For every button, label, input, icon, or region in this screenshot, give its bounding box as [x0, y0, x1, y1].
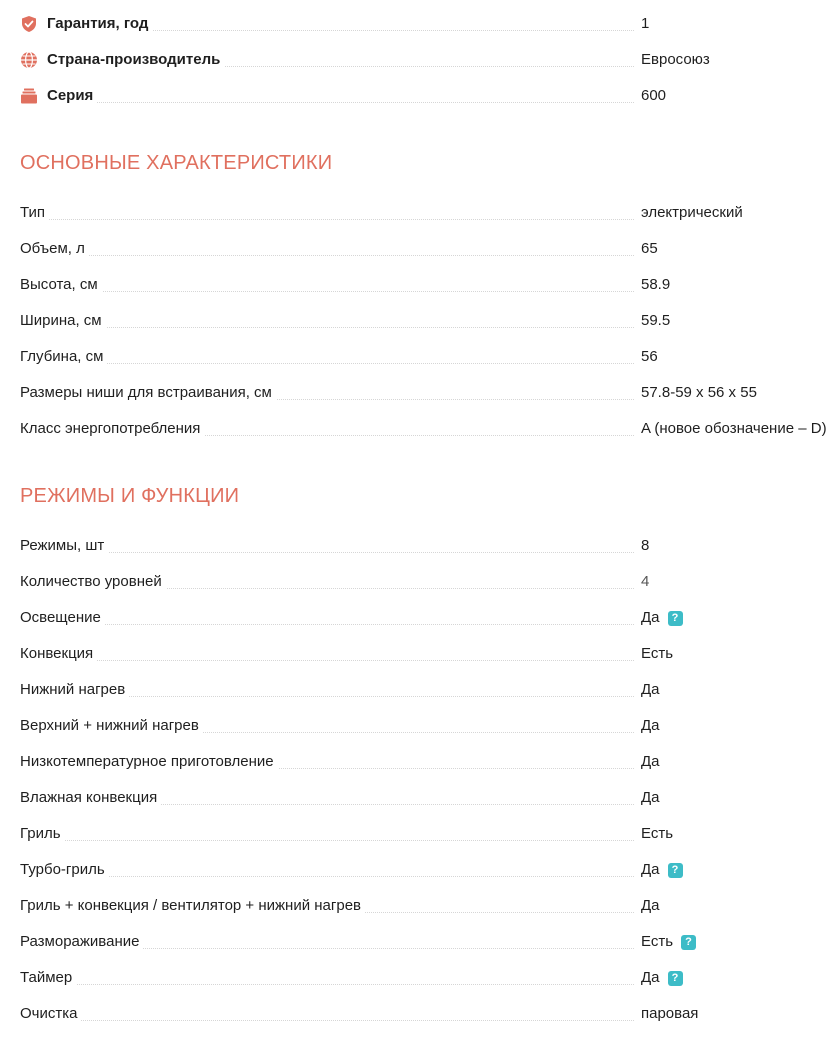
dotted-leader	[20, 327, 634, 328]
spec-row	[20, 751, 839, 773]
dotted-leader	[20, 876, 634, 877]
spec-row	[20, 931, 839, 953]
help-question-icon[interactable]: ?	[681, 935, 696, 950]
dotted-leader	[20, 219, 634, 220]
help-question-icon[interactable]: ?	[668, 971, 683, 986]
spec-row	[20, 571, 839, 593]
spec-label: Таймер	[20, 967, 76, 989]
spec-row-country	[20, 49, 839, 71]
spec-row	[20, 715, 839, 737]
spec-row-warranty	[20, 13, 839, 35]
dotted-leader	[20, 552, 634, 553]
spec-row	[20, 895, 839, 917]
spec-label: Нижний нагрев	[20, 679, 129, 701]
spec-value: Есть	[641, 645, 674, 662]
spec-row	[20, 859, 839, 881]
spec-value: Да ?	[641, 607, 683, 629]
spec-label: Низкотемпературное приготовление	[20, 751, 278, 773]
spec-value: 56	[641, 348, 658, 365]
spec-label: Турбо-гриль	[20, 859, 109, 881]
spec-row	[20, 382, 839, 404]
spec-value: 8	[641, 537, 650, 554]
dotted-leader	[20, 660, 634, 661]
spec-row	[20, 643, 839, 665]
dotted-leader	[20, 984, 634, 985]
spec-label: Очистка	[20, 1003, 81, 1025]
spec-value: 58.9	[641, 276, 671, 293]
spec-row	[20, 346, 839, 368]
spec-label: Страна-производитель	[20, 49, 224, 71]
shield-check-icon	[20, 15, 38, 33]
spec-label: Ширина, см	[20, 310, 106, 332]
spec-label: Тип	[20, 202, 49, 224]
spec-row	[20, 607, 839, 629]
dotted-leader	[20, 255, 634, 256]
spec-value: электрический	[641, 204, 743, 221]
section-title-modes: РЕЖИМЫ И ФУНКЦИИ	[20, 485, 240, 507]
spec-label: Гарантия, год	[20, 13, 152, 35]
spec-label: Размораживание	[20, 931, 143, 953]
dotted-leader	[20, 624, 634, 625]
spec-row	[20, 274, 839, 296]
spec-label: Гриль	[20, 823, 65, 845]
dotted-leader	[20, 291, 634, 292]
spec-value: Да ?	[641, 859, 683, 881]
section-title-main-specs: ОСНОВНЫЕ ХАРАКТЕРИСТИКИ	[20, 152, 333, 174]
spec-value: 59.5	[641, 312, 671, 329]
spec-value: Да	[641, 897, 660, 914]
spec-label: Освещение	[20, 607, 105, 629]
spec-value: 4	[641, 573, 650, 590]
spec-label: Глубина, см	[20, 346, 107, 368]
spec-row	[20, 202, 839, 224]
spec-label: Высота, см	[20, 274, 102, 296]
spec-value: 65	[641, 240, 658, 257]
spec-value: 1	[641, 15, 650, 32]
spec-value: Да	[641, 753, 660, 770]
spec-row	[20, 967, 839, 989]
spec-row	[20, 238, 839, 260]
dotted-leader	[20, 102, 634, 103]
spec-row	[20, 310, 839, 332]
spec-value: Да	[641, 789, 660, 806]
globe-icon	[20, 51, 38, 69]
spec-row	[20, 535, 839, 557]
spec-value: паровая	[641, 1005, 699, 1022]
spec-label: Режимы, шт	[20, 535, 108, 557]
spec-row	[20, 823, 839, 845]
spec-value: Да	[641, 681, 660, 698]
dotted-leader	[20, 363, 634, 364]
spec-value: Да	[641, 717, 660, 734]
spec-value: Есть ?	[641, 931, 696, 953]
help-question-icon[interactable]: ?	[668, 863, 683, 878]
spec-label: Класс энергопотребления	[20, 418, 204, 440]
spec-row-series	[20, 85, 839, 107]
spec-value: A (новое обозначение – D)	[641, 420, 827, 437]
spec-row	[20, 418, 839, 440]
dotted-leader	[20, 1020, 634, 1021]
spec-value: Евросоюз	[641, 51, 710, 68]
spec-label: Верхний + нижний нагрев	[20, 715, 203, 737]
spec-label: Влажная конвекция	[20, 787, 161, 809]
spec-row	[20, 679, 839, 701]
dotted-leader	[20, 840, 634, 841]
spec-label: Объем, л	[20, 238, 89, 260]
spec-label: Конвекция	[20, 643, 97, 665]
spec-value: 57.8-59 x 56 x 55	[641, 384, 757, 401]
help-question-icon[interactable]: ?	[668, 611, 683, 626]
spec-label: Серия	[20, 85, 97, 107]
spec-value: Да ?	[641, 967, 683, 989]
spec-value: Есть	[641, 825, 674, 842]
spec-label: Гриль + конвекция / вентилятор + нижний нагрев	[20, 895, 365, 917]
stack-icon	[20, 87, 38, 105]
spec-label: Размеры ниши для встраивания, см	[20, 382, 276, 404]
spec-row	[20, 787, 839, 809]
spec-value: 600	[641, 87, 667, 104]
spec-label: Количество уровней	[20, 571, 166, 593]
spec-row	[20, 1003, 839, 1025]
